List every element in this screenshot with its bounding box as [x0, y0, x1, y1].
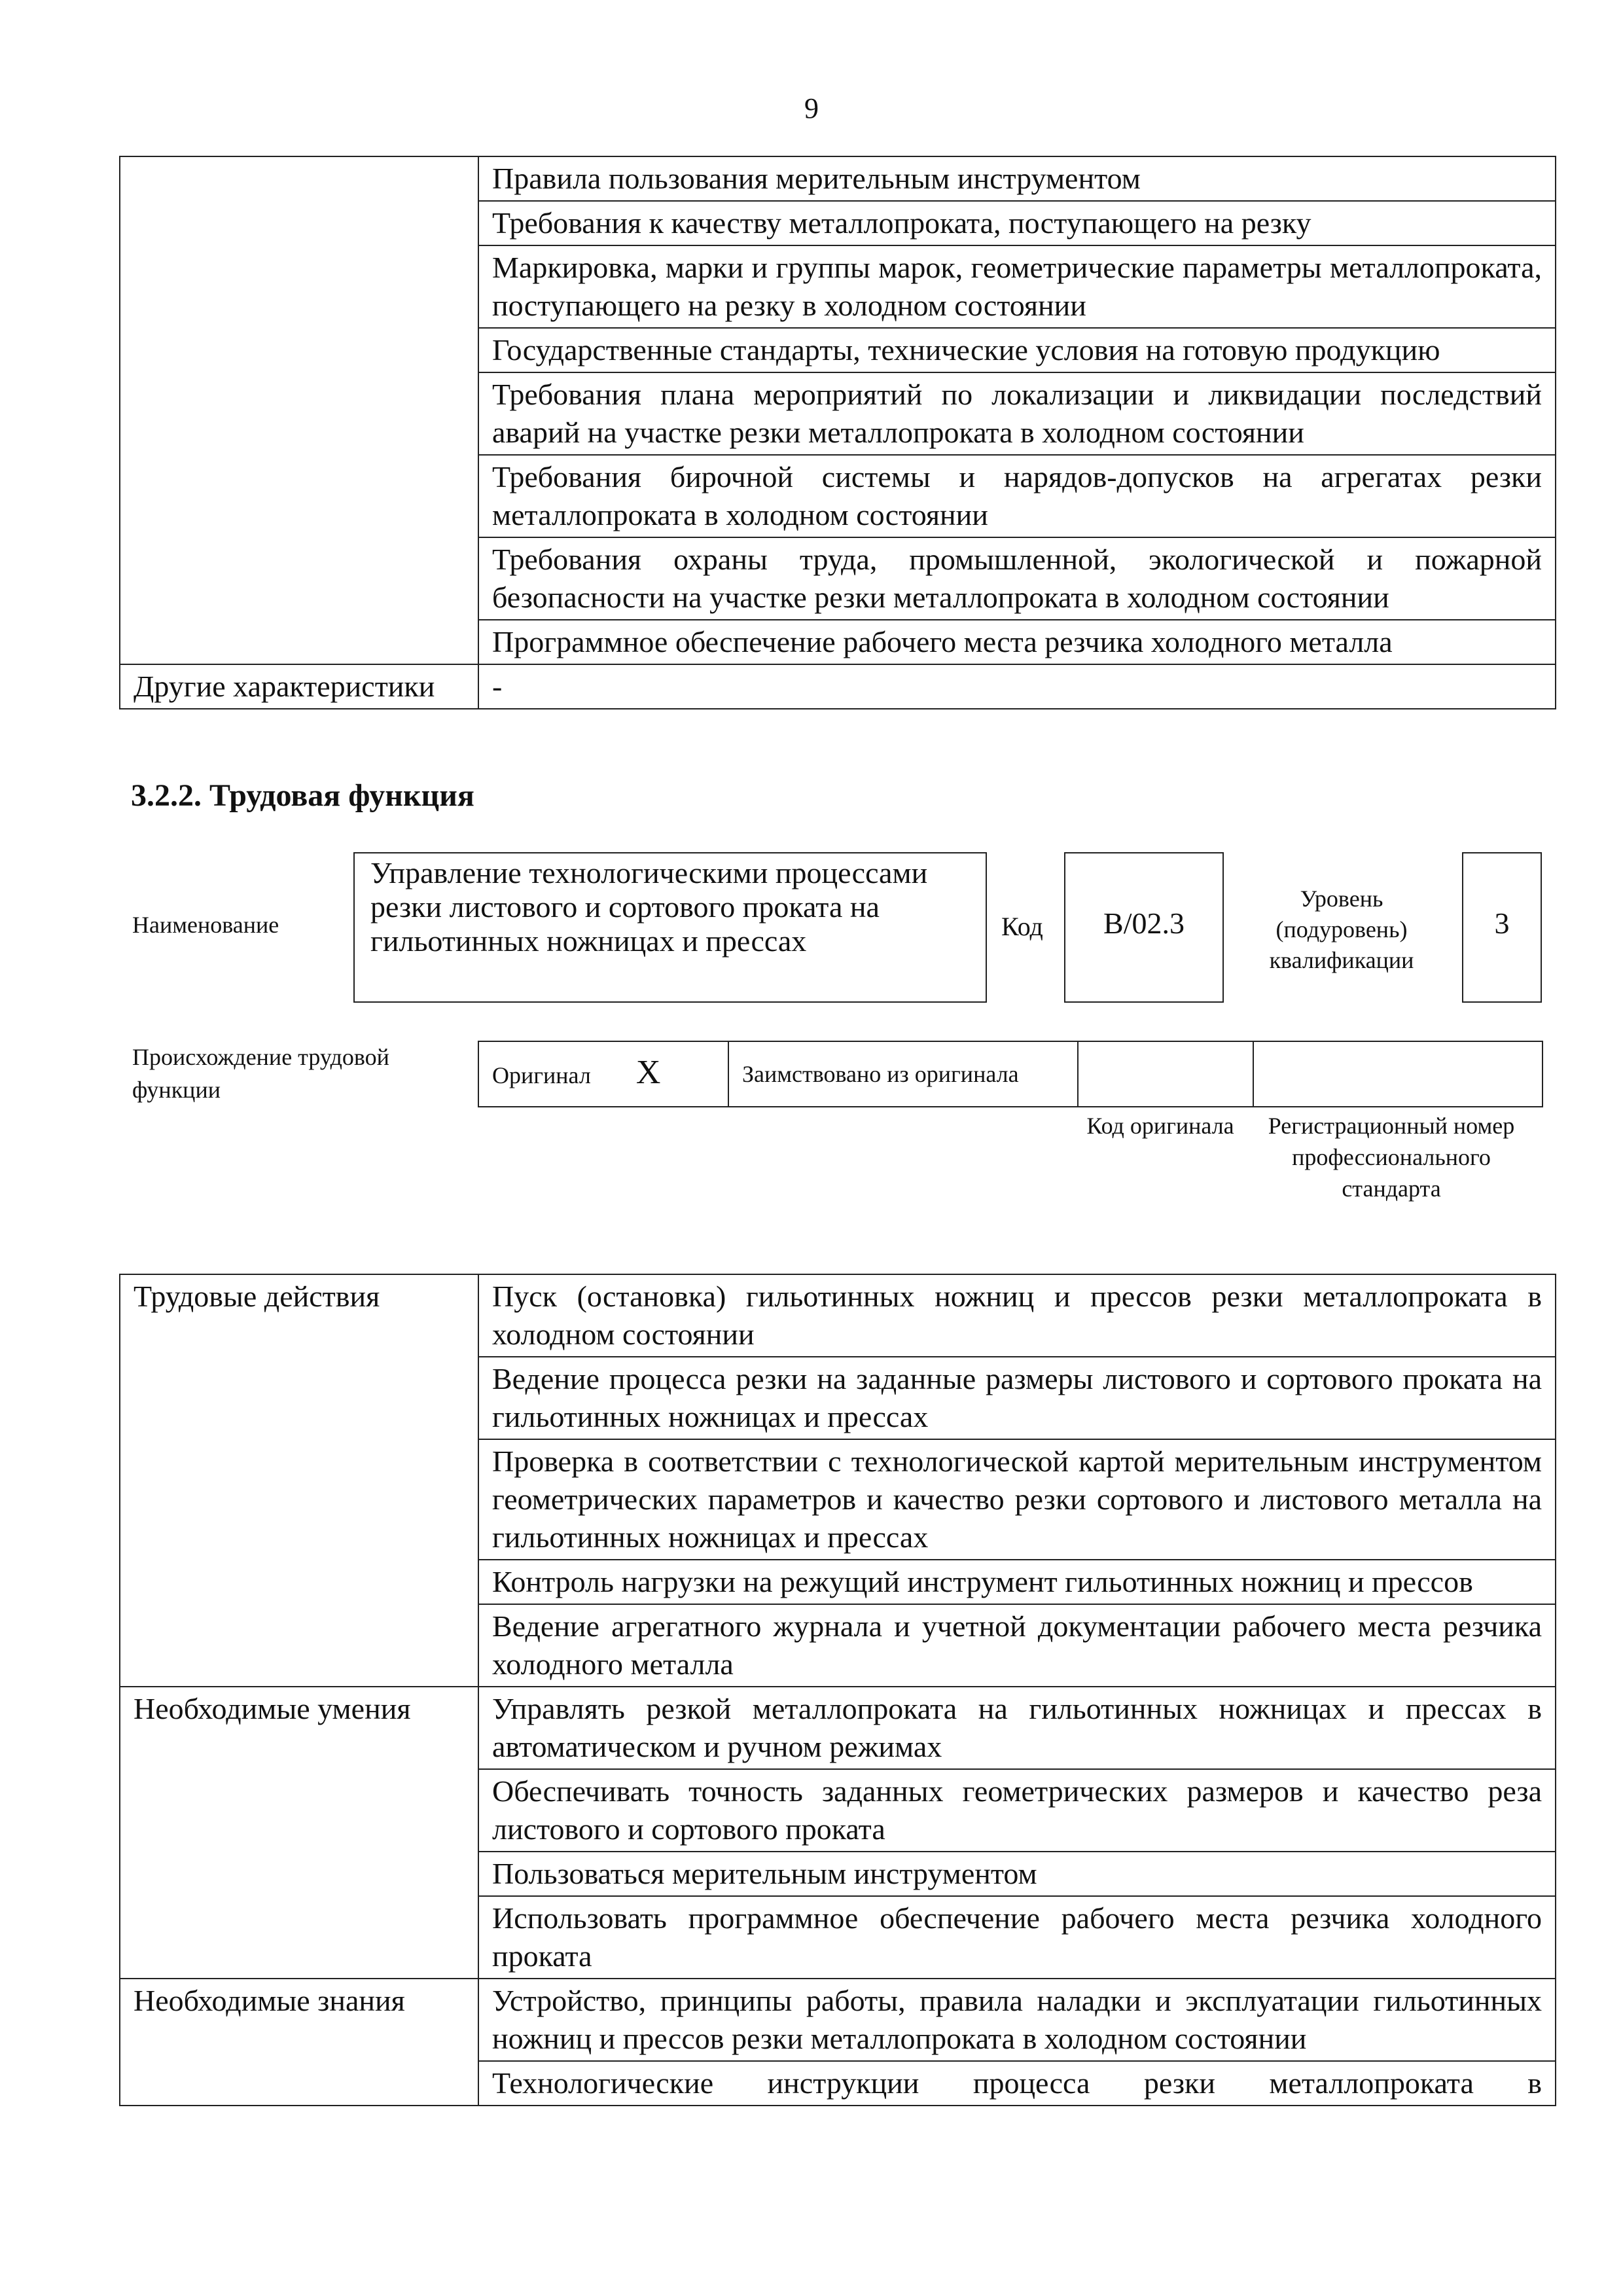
table-row — [120, 664, 1556, 709]
origin-label — [132, 1041, 446, 1106]
table-cell: Требования бирочной системы и нарядов-допусков на агрегатах резки металлопроката в холодном состоянии — [478, 455, 1556, 537]
name-label: Наименование — [132, 912, 279, 938]
other-characteristics-label: Другие характеристики — [120, 664, 478, 709]
table-cell: Правила пользования мерительным инструментом — [478, 156, 1556, 201]
caption-registration-number: Регистрационный номер профессионального стандарта — [1268, 1113, 1515, 1202]
page-number: 9 — [804, 92, 819, 124]
table-cell: Контроль нагрузки на режущий инструмент гильотинных ножниц и прессов — [478, 1560, 1556, 1604]
table-cell: Управлять резкой металлопроката на гильотинных ножницах и прессах в автоматическом и ручном режимах — [478, 1687, 1556, 1769]
other-characteristics-value: - — [478, 664, 1556, 709]
table-cell: Использовать программное обеспечение рабочего места резчика холодного проката — [478, 1896, 1556, 1979]
table-row — [120, 1687, 1556, 1769]
labor-function-table — [119, 1274, 1556, 2106]
original-label: Оригинал — [492, 1062, 591, 1088]
original-mark: X — [635, 1054, 661, 1091]
table-row — [120, 156, 1556, 201]
top-requirements-table — [119, 156, 1556, 709]
table-cell: Пуск (остановка) гильотинных ножниц и прессов резки металлопроката в холодном состоянии — [478, 1274, 1556, 1357]
origin-table — [478, 1041, 1543, 1107]
code-label: Код — [1001, 912, 1043, 941]
level-box: 3 — [1462, 852, 1542, 1003]
table-cell: Требования к качеству металлопроката, поступающего на резку — [478, 201, 1556, 245]
borrowed-label: Заимствовано из оригинала — [728, 1041, 1078, 1107]
group-label-labor-actions: Трудовые действия — [120, 1274, 478, 1687]
table-cell: Устройство, принципы работы, правила наладки и эксплуатации гильотинных ножниц и прессов резки металлопроката в холодном состоянии — [478, 1979, 1556, 2061]
table-cell: Требования плана мероприятий по локализации и ликвидации последствий аварий на участке резки металлопроката в холодном состоянии — [478, 372, 1556, 455]
origin-label-text: Происхождение трудовой функции — [132, 1044, 389, 1103]
level-label: Уровень (подуровень) квалификации — [1269, 886, 1414, 973]
table-cell: Пользоваться мерительным инструментом — [478, 1852, 1556, 1896]
registration-number-cell — [1253, 1041, 1543, 1107]
group-label-skills: Необходимые умения — [120, 1687, 478, 1979]
table-row — [120, 1274, 1556, 1357]
table-cell: Требования охраны труда, промышленной, экологической и пожарной безопасности на участке резки металлопроката в холодном состоянии — [478, 537, 1556, 620]
section-title: 3.2.2. Трудовая функция — [131, 778, 474, 813]
group-label-knowledge: Необходимые знания — [120, 1979, 478, 2106]
table-cell: Программное обеспечение рабочего места резчика холодного металла — [478, 620, 1556, 664]
table-cell: Обеспечивать точность заданных геометрических размеров и качество реза листового и сортового проката — [478, 1769, 1556, 1852]
caption-original-code: Код оригинала — [1086, 1113, 1234, 1139]
function-name-box: Управление технологическими процессами резки листового и сортового проката на гильотинных ножницах и прессах — [353, 852, 987, 1003]
table-cell: Ведение агрегатного журнала и учетной документации рабочего места резчика холодного металла — [478, 1604, 1556, 1687]
original-cell — [478, 1041, 728, 1107]
table-cell: Проверка в соответствии с технологической картой мерительным инструментом геометрических параметров и качество резки сортового и листового металла на гильотинных ножницах и прессах — [478, 1439, 1556, 1560]
code-box: B/02.3 — [1064, 852, 1224, 1003]
table-cell: Маркировка, марки и группы марок, геометрические параметры металлопроката, поступающего на резку в холодном состоянии — [478, 245, 1556, 328]
original-code-cell — [1078, 1041, 1253, 1107]
table-cell: Государственные стандарты, технические условия на готовую продукцию — [478, 328, 1556, 372]
table-cell: Технологические инструкции процесса резки металлопроката в — [478, 2061, 1556, 2106]
table-cell: Ведение процесса резки на заданные размеры листового и сортового проката на гильотинных ножницах и прессах — [478, 1357, 1556, 1439]
table-row — [120, 1979, 1556, 2061]
table-label-cell — [120, 156, 478, 664]
